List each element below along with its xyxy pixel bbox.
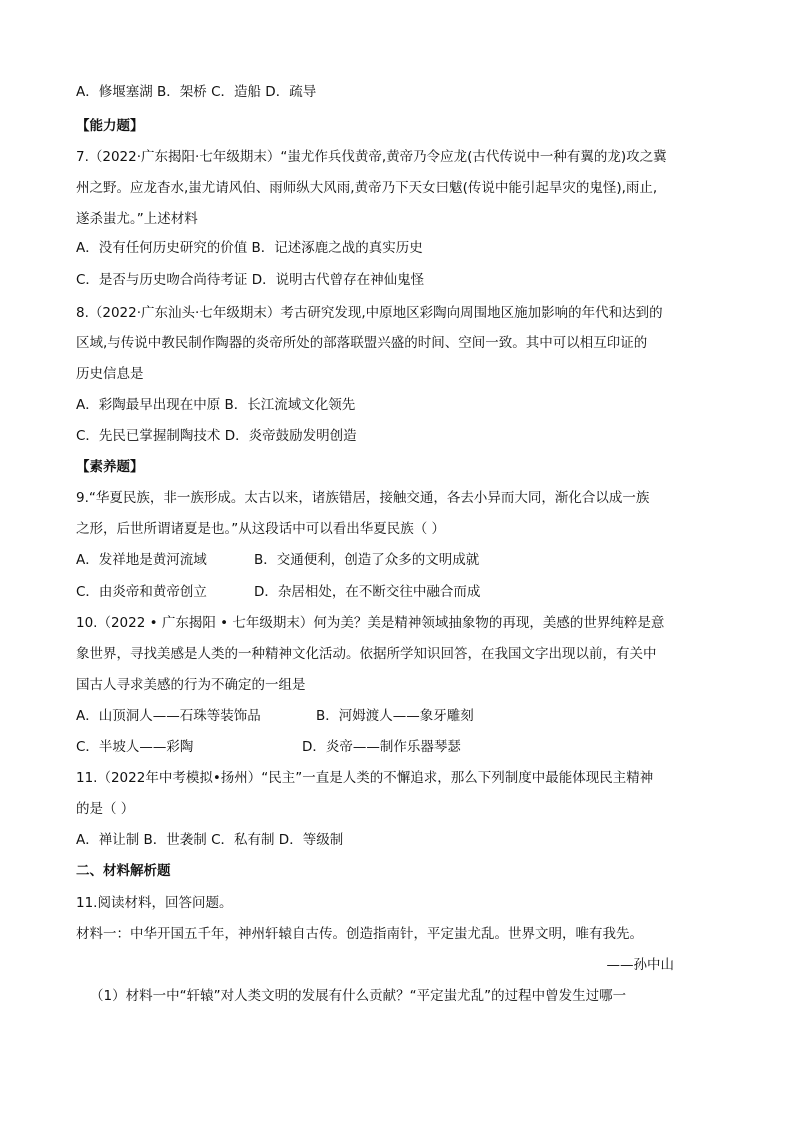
q10-option-b: B．河姆渡人——象牙雕刻 <box>316 708 474 724</box>
q11-stem-line-1: 11.（2022年中考模拟•扬州）“民主”一直是人类的不懈追求，那么下列制度中最能体现民主精神 <box>76 770 654 786</box>
q11-subquestion-1: （1）材料一中“轩辕”对人类文明的发展有什么贡献？“平定蚩尤乱”的过程中曾发生过哪一 <box>90 988 627 1004</box>
q7-options-cd: C．是否与历史吻合尚待考证 D．说明古代曾存在神仙鬼怪 <box>76 272 425 288</box>
q8-stem-line-1: 8.（2022·广东汕头·七年级期末）考古研究发现,中原地区彩陶向周围地区施加影响的年代和达到的 <box>76 305 663 321</box>
q11-stem-line-2: 的是（ ） <box>76 801 135 817</box>
section-heading-literacy: 【素养题】 <box>76 459 144 475</box>
q9-stem-line-1: 9.“华夏民族，非一族形成。太古以来，诸族错居，接触交通，各去小异而大同，渐化合以成一族 <box>76 490 650 506</box>
q11-material-instruction: 11.阅读材料，回答问题。 <box>76 895 233 911</box>
q11-options: A．禅让制 B．世袭制 C．私有制 D．等级制 <box>76 832 344 848</box>
q9-stem-line-2: 之形，后世所谓诸夏是也。”从这段话中可以看出华夏民族（ ） <box>76 521 446 537</box>
q8-options-ab: A．彩陶最早出现在中原 B．长江流域文化领先 <box>76 397 356 413</box>
q7-options-ab: A．没有任何历史研究的价值 B．记述涿鹿之战的真实历史 <box>76 240 423 256</box>
material-one-text: 材料一：中华开国五千年，神州轩辕自古传。创造指南针，平定蚩尤乱。世界文明，唯有我先。 <box>76 926 643 942</box>
q10-stem-line-1: 10.（2022 • 广东揭阳 • 七年级期末）何为美？美是精神领域抽象物的再现，美感的世界纯粹是意 <box>76 615 665 631</box>
q7-stem-line-2: 州之野。应龙杳水,蚩尤请风伯、雨师纵大风雨,黄帝乃下天女曰魃(传说中能引起旱灾的鬼怪),雨止, <box>76 180 658 196</box>
section-heading-ability: 【能力题】 <box>76 118 144 134</box>
q10-option-c: C．半坡人——彩陶 <box>76 739 194 755</box>
q7-stem-line-3: 遂杀蚩尤。”上述材料 <box>76 211 198 227</box>
q9-option-b: B．交通便利，创造了众多的文明成就 <box>254 552 480 568</box>
q10-stem-line-2: 象世界，寻找美感是人类的一种精神文化活动。依据所学知识回答，在我国文字出现以前，有关中 <box>76 646 657 662</box>
q7-stem-line-1: 7.（2022·广东揭阳·七年级期末）“蚩尤作兵伐黄帝,黄帝乃令应龙(古代传说中一种有翼的龙)攻之冀 <box>76 149 667 165</box>
q6-options: A．修堰塞湖 B．架桥 C．造船 D．疏导 <box>76 84 317 100</box>
q10-options-cd <box>76 737 461 757</box>
q9-option-d: D．杂居相处，在不断交往中融合而成 <box>254 584 481 600</box>
q10-option-a: A．山顶洞人——石珠等装饰品 <box>76 708 261 724</box>
q9-options-ab <box>76 550 479 570</box>
q10-option-d: D．炎帝——制作乐器琴瑟 <box>302 739 461 755</box>
material-one-attribution: ——孙中山 <box>606 957 674 973</box>
q8-stem-line-2: 区域,与传说中教民制作陶器的炎帝所处的部落联盟兴盛的时间、空间一致。其中可以相互印证的 <box>76 335 648 351</box>
q9-options-cd <box>76 582 480 602</box>
q10-options-ab <box>76 706 474 726</box>
q10-stem-line-3: 国古人寻求美感的行为不确定的一组是 <box>76 677 306 693</box>
q8-options-cd: C．先民已掌握制陶技术 D．炎帝鼓励发明创造 <box>76 428 357 444</box>
q8-stem-line-3: 历史信息是 <box>76 366 144 382</box>
q9-option-a: A．发祥地是黄河流域 <box>76 552 207 568</box>
section-heading-material-analysis: 二、材料解析题 <box>76 863 171 879</box>
q9-option-c: C．由炎帝和黄帝创立 <box>76 584 207 600</box>
